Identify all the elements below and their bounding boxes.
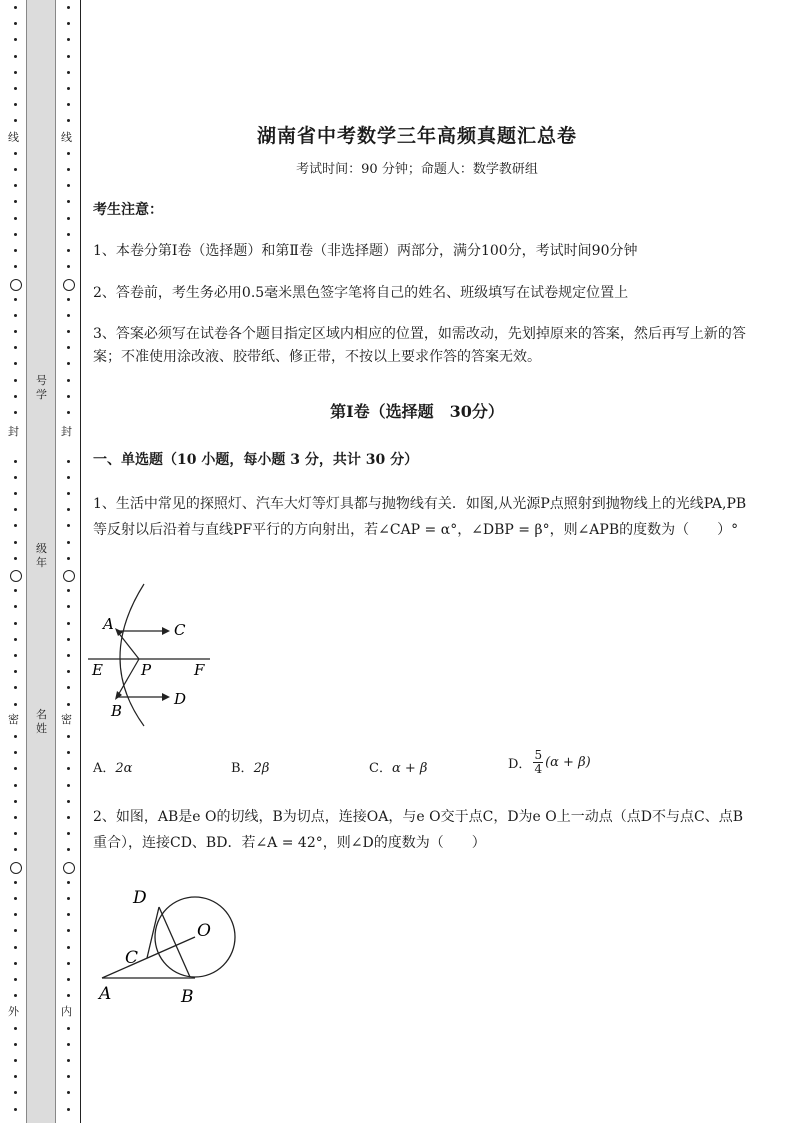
point-label-d: D — [133, 888, 147, 908]
seal-dot — [14, 735, 17, 738]
seal-dot — [67, 622, 70, 625]
seal-dot — [14, 87, 17, 90]
outer-seal-dotted-line — [10, 0, 22, 1123]
part-heading: 一、单选题（10 小题，每小题 3 分，共计 30 分） — [93, 452, 419, 468]
seal-dot — [67, 541, 70, 544]
seal-dot — [14, 622, 17, 625]
seal-dot — [67, 735, 70, 738]
seal-dot — [14, 71, 17, 74]
exam-info: 考试时间：90 分钟；命题人：数学教研组 — [296, 162, 538, 177]
option-c-value: α + β — [391, 761, 428, 776]
seal-dot — [67, 1075, 70, 1078]
seal-dot — [14, 1108, 17, 1111]
seal-dot — [14, 379, 17, 382]
seal-dot — [67, 605, 70, 608]
option-d-value: (α + β) — [545, 755, 591, 770]
option-b-key: B． — [231, 761, 254, 776]
seal-dot — [14, 476, 17, 479]
point-label-a: A — [103, 615, 114, 633]
seal-dot — [67, 476, 70, 479]
seal-dot — [67, 152, 70, 155]
point-label-c: C — [174, 621, 186, 639]
seal-dot — [14, 978, 17, 981]
seal-dot — [14, 265, 17, 268]
seal-dot — [67, 751, 70, 754]
seal-dot — [14, 994, 17, 997]
seal-dot — [14, 298, 17, 301]
inner-seal-dotted-line — [63, 0, 75, 1123]
seal-dot — [67, 946, 70, 949]
seal-dot — [14, 654, 17, 657]
circle-tangent-figure — [96, 882, 246, 1006]
seal-dot — [67, 994, 70, 997]
seal-dot — [14, 492, 17, 495]
page-title: 湖南省中考数学三年高频真题汇总卷 — [256, 125, 577, 147]
seal-dot — [67, 508, 70, 511]
field-label-name: 名姓 — [36, 708, 47, 735]
seal-dot — [14, 6, 17, 9]
seal-dot — [14, 589, 17, 592]
seal-dot — [67, 265, 70, 268]
seal-label: 外 — [8, 1005, 19, 1018]
seal-dot — [67, 314, 70, 317]
seal-dot — [67, 55, 70, 58]
seal-circle — [63, 279, 75, 291]
seal-dot — [67, 1043, 70, 1046]
seal-dot — [14, 55, 17, 58]
seal-dot — [67, 881, 70, 884]
notice-item-1: 1、本卷分第Ⅰ卷（选择题）和第Ⅱ卷（非选择题）两部分，满分100分，考试时间90分钟 — [93, 243, 638, 259]
seal-dot — [67, 379, 70, 382]
seal-dot — [14, 249, 17, 252]
seal-dot — [14, 800, 17, 803]
question-2-text: 2、如图，AB是e O的切线，B为切点，连接OA，与e O交于点C，D为e O上一动点（点D不与点C、点B重合），连接CD、BD．若∠A = 42°，则∠D的度数为（ ） — [93, 809, 743, 851]
parabola-figure — [86, 582, 216, 728]
seal-dot — [14, 460, 17, 463]
seal-dot — [67, 1108, 70, 1111]
point-label-d: D — [174, 690, 187, 708]
seal-dot — [67, 832, 70, 835]
notice-item-3: 3、答案必须写在试卷各个题目指定区域内相应的位置，如需改动，先划掉原来的答案，然后再写上新的答案；不准使用涂改液、胶带纸、修正带，不按以上要求作答的答案无效。 — [93, 326, 746, 365]
seal-dot — [14, 508, 17, 511]
seal-dot — [67, 1059, 70, 1062]
option-c[interactable] — [369, 757, 427, 776]
seal-dot — [67, 962, 70, 965]
seal-dot — [14, 22, 17, 25]
seal-dot — [14, 200, 17, 203]
seal-dot — [14, 686, 17, 689]
seal-dot — [67, 1027, 70, 1030]
seal-dot — [67, 686, 70, 689]
option-b-value: 2β — [253, 761, 270, 776]
seal-dot — [67, 38, 70, 41]
seal-dot — [14, 168, 17, 171]
seal-dot — [14, 1059, 17, 1062]
seal-dot — [67, 524, 70, 527]
seal-dot — [14, 638, 17, 641]
seal-dot — [67, 784, 70, 787]
seal-dot — [67, 557, 70, 560]
seal-dot — [14, 1091, 17, 1094]
seal-dot — [67, 670, 70, 673]
seal-dot — [67, 22, 70, 25]
seal-label: 线 — [8, 131, 19, 144]
seal-dot — [14, 703, 17, 706]
seal-dot — [14, 1075, 17, 1078]
seal-dot — [14, 362, 17, 365]
seal-dot — [14, 1043, 17, 1046]
seal-circle — [10, 862, 22, 874]
seal-dot — [67, 816, 70, 819]
seal-dot — [14, 217, 17, 220]
seal-label: 内 — [61, 1005, 72, 1018]
point-label-b: B — [181, 987, 194, 1006]
seal-dot — [14, 1027, 17, 1030]
seal-dot — [14, 784, 17, 787]
seal-label: 密 — [8, 713, 19, 726]
seal-dot — [14, 314, 17, 317]
seal-dot — [14, 411, 17, 414]
field-label-grade: 级年 — [36, 542, 47, 569]
seal-dot — [67, 71, 70, 74]
seal-dot — [14, 103, 17, 106]
point-label-f: F — [194, 661, 205, 679]
point-label-e: E — [92, 661, 103, 679]
option-a-value: 2α — [115, 761, 133, 776]
seal-label: 线 — [61, 131, 72, 144]
seal-dot — [14, 395, 17, 398]
seal-dot — [14, 848, 17, 851]
seal-circle — [10, 570, 22, 582]
seal-dot — [67, 929, 70, 932]
seal-dot — [67, 411, 70, 414]
fraction-numerator: 5 — [534, 748, 543, 762]
point-label-p: P — [141, 661, 152, 679]
seal-circle — [63, 570, 75, 582]
seal-dot — [14, 946, 17, 949]
option-a-key: A． — [93, 761, 116, 776]
seal-dot — [67, 346, 70, 349]
seal-dot — [67, 330, 70, 333]
seal-dot — [14, 346, 17, 349]
seal-dot — [14, 897, 17, 900]
seal-dot — [67, 184, 70, 187]
seal-dot — [67, 913, 70, 916]
seal-dot — [67, 119, 70, 122]
seal-dot — [67, 460, 70, 463]
seal-label: 封 — [61, 425, 72, 438]
seal-dot — [67, 103, 70, 106]
seal-label: 密 — [61, 713, 72, 726]
seal-dot — [14, 962, 17, 965]
seal-dot — [67, 703, 70, 706]
seal-dot — [67, 800, 70, 803]
seal-dot — [14, 913, 17, 916]
seal-dot — [14, 557, 17, 560]
option-a[interactable] — [93, 757, 132, 776]
seal-dot — [14, 832, 17, 835]
seal-dot — [67, 395, 70, 398]
margin-divider — [80, 0, 81, 1123]
fraction-denominator: 4 — [534, 762, 543, 776]
option-b[interactable] — [231, 757, 269, 776]
seal-dot — [14, 524, 17, 527]
seal-label: 封 — [8, 425, 19, 438]
seal-dot — [67, 1091, 70, 1094]
seal-dot — [14, 119, 17, 122]
seal-dot — [67, 168, 70, 171]
section-title: 第Ⅰ卷（选择题 30分） — [330, 402, 504, 421]
seal-dot — [67, 362, 70, 365]
seal-dot — [14, 751, 17, 754]
point-label-b: B — [111, 702, 123, 720]
seal-dot — [14, 184, 17, 187]
seal-dot — [14, 541, 17, 544]
seal-dot — [14, 670, 17, 673]
seal-circle — [63, 862, 75, 874]
option-c-key: C． — [369, 761, 392, 776]
notice-heading: 考生注意： — [93, 202, 163, 218]
field-label-number: 号学 — [36, 374, 47, 401]
question-1-text: 1、生活中常见的探照灯、汽车大灯等灯具都与抛物线有关．如图,从光源P点照射到抛物线上的光线PA,PB等反射以后沿着与直线PF平行的方向射出，若∠CAP = α°，∠DBP = β°，则∠APB的度数为（ ）° — [93, 496, 747, 538]
seal-dot — [67, 87, 70, 90]
seal-dot — [67, 638, 70, 641]
seal-dot — [14, 605, 17, 608]
seal-dot — [67, 217, 70, 220]
option-d[interactable] — [508, 749, 591, 776]
seal-dot — [67, 589, 70, 592]
seal-dot — [14, 767, 17, 770]
seal-dot — [14, 881, 17, 884]
seal-dot — [14, 38, 17, 41]
seal-dot — [67, 492, 70, 495]
seal-dot — [67, 233, 70, 236]
option-d-fraction — [533, 749, 543, 776]
seal-dot — [14, 816, 17, 819]
seal-dot — [14, 929, 17, 932]
seal-dot — [67, 6, 70, 9]
option-d-key: D． — [508, 757, 532, 772]
seal-dot — [67, 767, 70, 770]
seal-dot — [14, 330, 17, 333]
seal-dot — [67, 848, 70, 851]
notice-item-2: 2、答卷前，考生务必用0.5毫米黑色签字笔将自己的姓名、班级填写在试卷规定位置上 — [93, 285, 629, 301]
seal-circle — [10, 279, 22, 291]
point-label-a: A — [99, 984, 112, 1004]
seal-dot — [14, 152, 17, 155]
point-label-c: C — [125, 948, 139, 968]
seal-dot — [67, 897, 70, 900]
seal-dot — [67, 978, 70, 981]
seal-dot — [67, 249, 70, 252]
seal-dot — [67, 200, 70, 203]
seal-dot — [67, 298, 70, 301]
point-label-o: O — [197, 921, 211, 941]
seal-dot — [14, 233, 17, 236]
seal-dot — [67, 654, 70, 657]
